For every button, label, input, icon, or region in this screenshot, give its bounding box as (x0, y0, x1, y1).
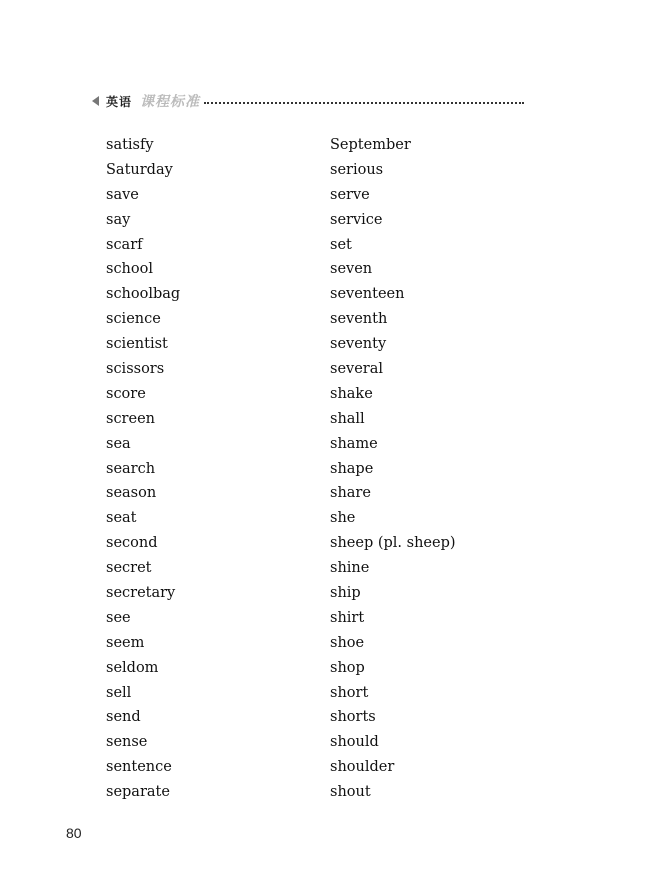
word-entry: screen (106, 410, 155, 427)
word-entry: secretary (106, 585, 176, 602)
word-entry: see (106, 609, 131, 626)
word-list-left (106, 133, 306, 805)
word-entry: ship (330, 585, 361, 602)
word-entry: scissors (106, 361, 165, 378)
word-entry: shout (330, 784, 371, 801)
left-triangle-icon (92, 96, 99, 106)
word-entry: save (106, 186, 139, 203)
word-entry: shine (330, 560, 370, 577)
word-entry: shirt (330, 609, 365, 626)
word-entry: seventeen (330, 286, 405, 303)
word-entry: sense (106, 734, 148, 751)
word-entry: send (106, 709, 141, 726)
running-header (92, 92, 524, 110)
word-entry: serve (330, 186, 370, 203)
word-entry: scientist (106, 336, 168, 353)
header-subject: 英语 (106, 94, 133, 109)
word-entry: shoe (330, 634, 365, 651)
word-entry: sea (106, 435, 131, 452)
word-entry: sell (106, 684, 132, 701)
word-entry: school (106, 261, 153, 278)
word-entry: seem (106, 634, 145, 651)
word-entry: shame (330, 435, 378, 452)
word-entry: second (106, 535, 158, 552)
word-entry: sheep (pl. sheep) (330, 535, 456, 552)
word-entry: seat (106, 510, 137, 527)
word-entry: sentence (106, 759, 172, 776)
word-entry: share (330, 485, 371, 502)
word-entry: Saturday (106, 161, 173, 178)
header-title: 课程标准 (140, 94, 201, 110)
word-entry: shall (330, 410, 365, 427)
word-entry: satisfy (106, 137, 154, 153)
page-number: 80 (66, 825, 82, 841)
word-entry: seventy (330, 336, 387, 353)
word-entry: shoulder (330, 759, 395, 776)
word-entry: scarf (106, 236, 143, 253)
word-entry: separate (106, 784, 170, 801)
word-entry: score (106, 385, 146, 402)
word-entry: science (106, 311, 161, 328)
word-entry: seldom (106, 659, 159, 676)
word-entry: search (106, 460, 156, 477)
word-entry: secret (106, 560, 152, 577)
word-entry: shorts (330, 709, 376, 726)
word-entry: short (330, 684, 369, 701)
word-entry: schoolbag (106, 286, 181, 303)
word-entry: seven (330, 261, 373, 278)
word-list-right (330, 133, 590, 805)
word-entry: should (330, 734, 379, 751)
header-dotted-rule (204, 102, 524, 104)
word-entry: service (330, 211, 383, 228)
word-entry: several (330, 361, 384, 378)
word-entry: set (330, 236, 352, 253)
word-entry: seventh (330, 311, 388, 328)
word-entry: shape (330, 460, 374, 477)
word-entry: say (106, 211, 131, 228)
word-entry: September (330, 137, 411, 153)
word-entry: shop (330, 659, 365, 676)
word-entry: she (330, 510, 356, 527)
word-entry: shake (330, 385, 373, 402)
word-entry: serious (330, 161, 384, 178)
word-entry: season (106, 485, 157, 502)
